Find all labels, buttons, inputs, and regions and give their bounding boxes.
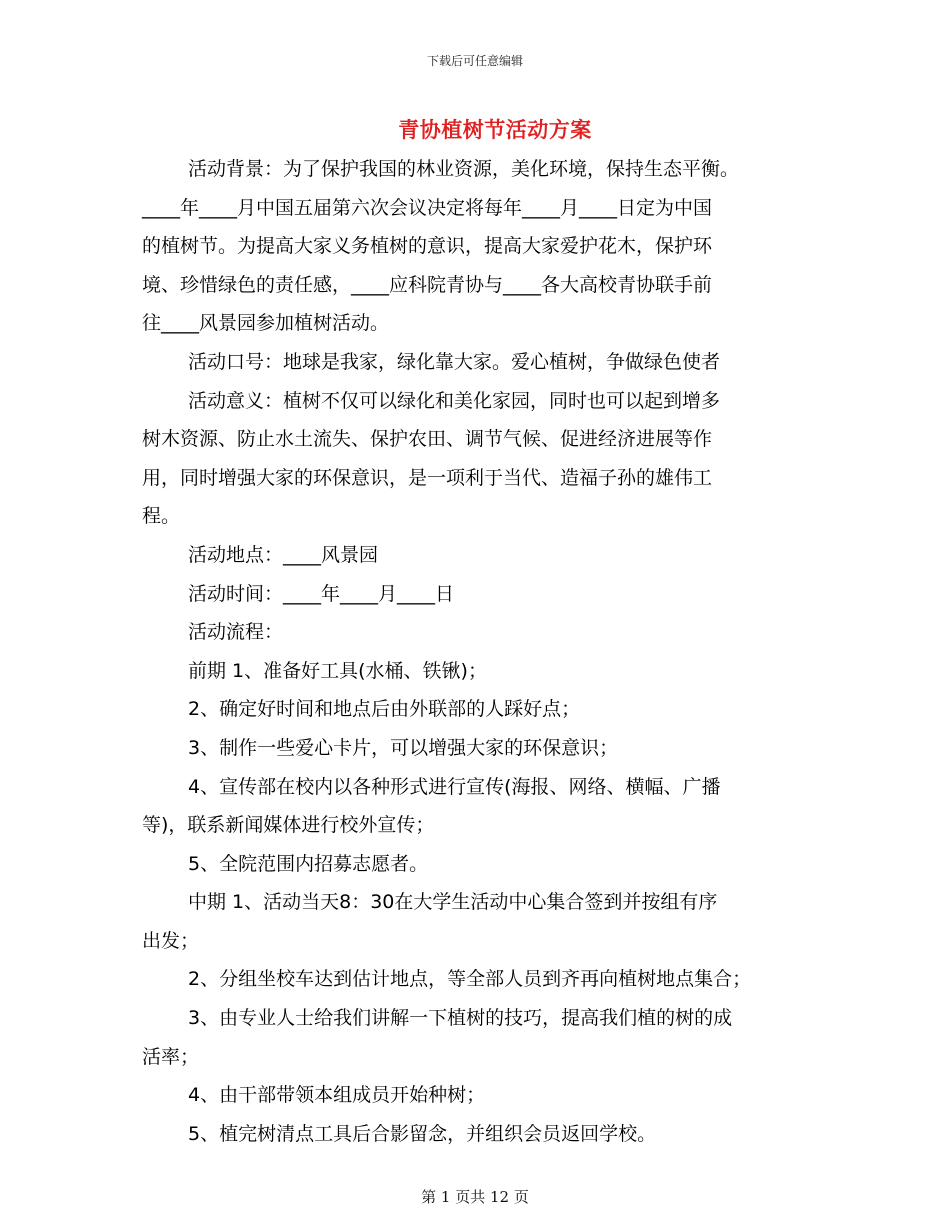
paragraph-line: 活动口号：地球是我家，绿化靠大家。爱心植树，争做绿色使者 [188,350,721,373]
paragraph-line: 程。 [142,505,181,528]
page-footer: 第 1 页共 12 页 [421,1188,529,1206]
paragraph-line: 3、制作一些爱心卡片，可以增强大家的环保意识； [188,736,619,759]
paragraph-line: ____年____月中国五届第六次会议决定将每年____月____日定为中国 [142,196,713,219]
paragraph-line: 活率； [142,1045,200,1068]
paragraph-line: 树木资源、防止水土流失、保护农田、调节气候、促进经济进展等作 [142,428,713,451]
paragraph-line: 用，同时增强大家的环保意识，是一项利于当代、造福子孙的雄伟工 [142,466,713,489]
document-body [142,150,810,1153]
header-note: 下载后可任意编辑 [426,54,523,68]
paragraph-line: 等)，联系新闻媒体进行校外宣传； [142,814,435,837]
paragraph-line: 活动时间：____年____月____日 [188,582,455,605]
paragraph-line: 中期 1、活动当天8：30在大学生活动中心集合签到并按组有序 [188,891,718,914]
paragraph-line: 活动地点：____风景园 [188,543,379,566]
paragraph-line: 往____风景园参加植树活动。 [142,312,390,335]
paragraph-line: 5、全院范围内招募志愿者。 [188,852,429,875]
paragraph-line: 4、宣传部在校内以各种形式进行宣传(海报、网络、横幅、广播 [188,775,721,798]
paragraph-line: 的植树节。为提高大家义务植树的意识，提高大家爱护花木，保护环 [142,235,713,258]
paragraph-line: 活动意义：植树不仅可以绿化和美化家园，同时也可以起到增多 [188,389,721,412]
paragraph-line: 2、确定好时间和地点后由外联部的人踩好点； [188,698,581,721]
paragraph-line: 2、分组坐校车达到估计地点，等全部人员到齐再向植树地点集合； [188,968,752,991]
paragraph-line: 前期 1、准备好工具(水桶、铁锹)； [188,659,487,682]
document-title: 青协植树节活动方案 [398,118,592,142]
paragraph-line: 活动流程： [188,621,284,644]
paragraph-line: 活动背景：为了保护我国的林业资源，美化环境，保持生态平衡。 [188,158,740,180]
paragraph-line: 3、由专业人士给我们讲解一下植树的技巧，提高我们植的树的成 [188,1007,733,1030]
paragraph-line: 4、由干部带领本组成员开始种树； [188,1084,486,1107]
paragraph-line: 5、植完树清点工具后合影留念，并组织会员返回学校。 [188,1122,657,1145]
paragraph-line: 出发； [142,929,200,952]
paragraph-line: 境、珍惜绿色的责任感，____应科院青协与____各大高校青协联手前 [142,273,713,296]
